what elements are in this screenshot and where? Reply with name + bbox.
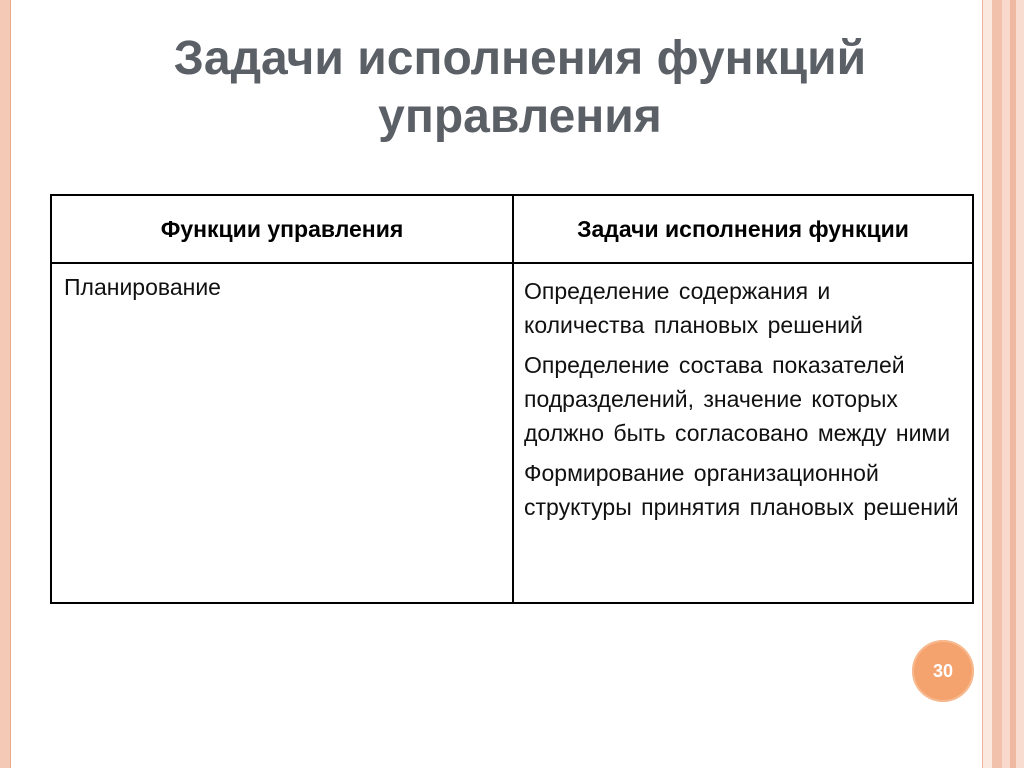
function-cell: Планирование: [51, 263, 513, 603]
page-number-badge: 30: [912, 640, 974, 702]
column-header-functions: Функции управления: [51, 195, 513, 263]
slide-title-line-1: Задачи исполнения функций: [173, 32, 867, 85]
task-item: Определение состава показателей подразделений, значение которых должно быть согласовано между ними: [524, 352, 951, 446]
functions-table: [50, 194, 974, 604]
table-row: [51, 263, 973, 603]
slide-title-line-2: управления: [378, 90, 662, 143]
task-item: Определение содержания и количества плановых решений: [524, 278, 863, 338]
tasks-cell: [513, 263, 973, 603]
slide-title: [60, 30, 980, 146]
right-frame-stripes: [980, 0, 1024, 768]
column-header-tasks: Задачи исполнения функции: [513, 195, 973, 263]
left-frame-stripe: [0, 0, 11, 768]
table-header-row: [51, 195, 973, 263]
task-item: Формирование организационной структуры принятия плановых решений: [524, 460, 959, 520]
